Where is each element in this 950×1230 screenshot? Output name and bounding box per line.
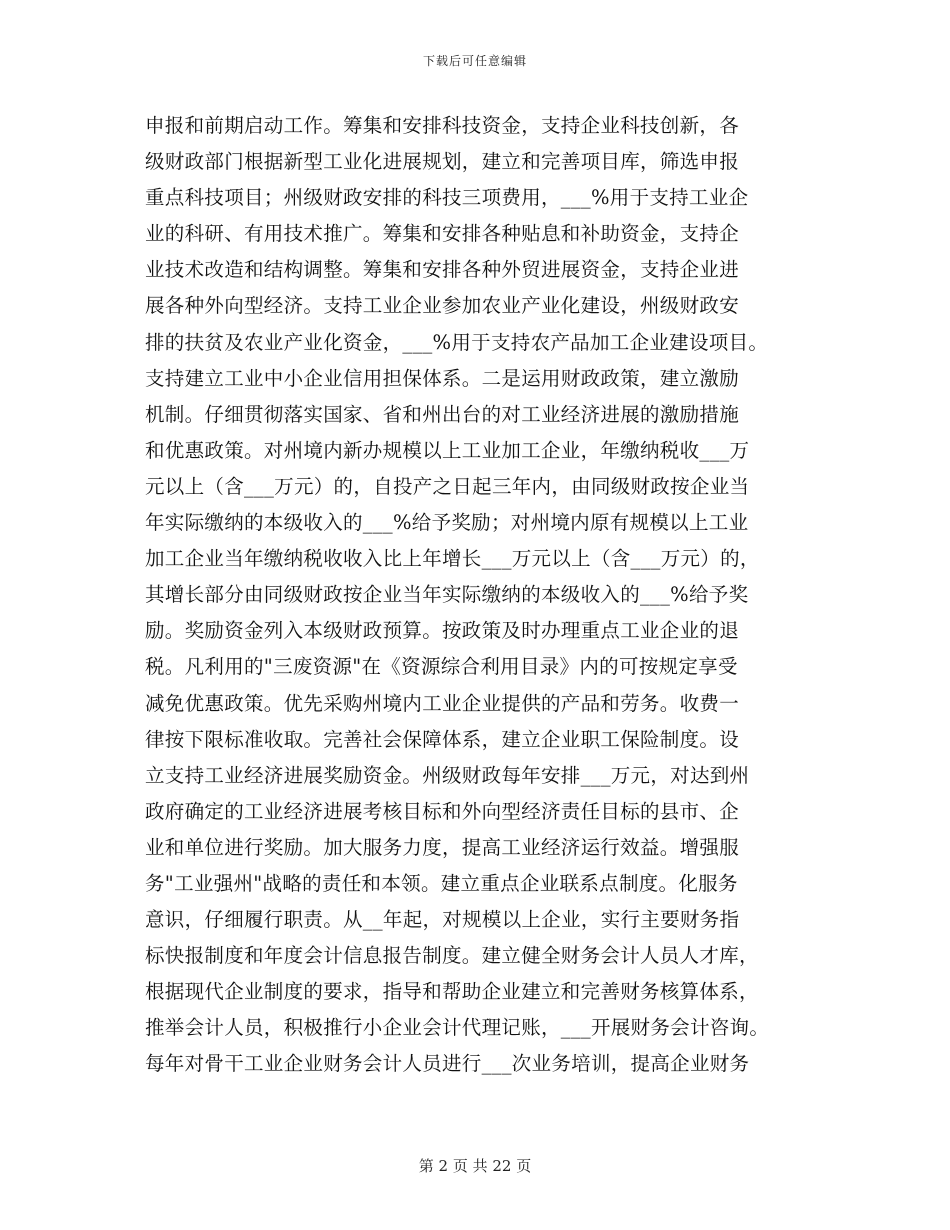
text-line: 元以上（含___万元）的，自投产之日起三年内，由同级财政按企业当 <box>145 474 750 498</box>
text-line: 其增长部分由同级财政按企业当年实际缴纳的本级收入的___%给予奖 <box>145 583 749 607</box>
text-line: 政府确定的工业经济进展考核目标和外向型经济责任目标的县市、企 <box>145 799 740 823</box>
text-line: 每年对骨干工业企业财务会计人员进行___次业务培训，提高企业财务 <box>145 1052 750 1076</box>
text-line: 推举会计人员，积极推行小企业会计代理记账，___开展财务会计咨询。 <box>145 1016 770 1040</box>
text-line: 展各种外向型经济。支持工业企业参加农业产业化建设，州级财政安 <box>145 294 740 318</box>
text-line: 立支持工业经济进展奖励资金。州级财政每年安排___万元，对达到州 <box>145 763 750 787</box>
text-line: 年实际缴纳的本级收入的___%给予奖励；对州境内原有规模以上工业 <box>145 511 749 535</box>
page-header: 下载后可任意编辑 <box>422 54 527 68</box>
text-line: 重点科技项目；州级财政安排的科技三项费用，___%用于支持工业企 <box>145 186 749 210</box>
text-line: 申报和前期启动工作。筹集和安排科技资金，支持企业科技创新，各 <box>145 114 740 137</box>
text-line: 业的科研、有用技术推广。筹集和安排各种贴息和补助资金，支持企 <box>145 222 740 246</box>
text-line: 务"工业强州"战略的责任和本领。建立重点企业联系点制度。化服务 <box>145 871 738 895</box>
document-body <box>145 108 825 1083</box>
text-line: 根据现代企业制度的要求，指导和帮助企业建立和完善财务核算体系， <box>145 980 759 1004</box>
text-line: 机制。仔细贯彻落实国家、省和州出台的对工业经济进展的激励措施 <box>145 402 740 426</box>
page-footer: 第 2 页 共 22 页 <box>418 1157 532 1175</box>
text-line: 减免优惠政策。优先采购州境内工业企业提供的产品和劳务。收费一 <box>145 691 740 715</box>
text-line: 标快报制度和年度会计信息报告制度。建立健全财务会计人员人才库， <box>145 944 759 968</box>
text-line: 和优惠政策。对州境内新办规模以上工业加工企业，年缴纳税收___万 <box>145 438 750 462</box>
text-line: 支持建立工业中小企业信用担保体系。二是运用财政政策，建立激励 <box>145 366 740 390</box>
text-line: 税。凡利用的"三废资源"在《资源综合利用目录》内的可按规定享受 <box>145 655 738 679</box>
text-line: 意识，仔细履行职责。从__年起，对规模以上企业，实行主要财务指 <box>145 908 740 932</box>
text-line: 加工企业当年缴纳税收收入比上年增长___万元以上（含___万元）的， <box>145 547 760 571</box>
text-line: 律按下限标准收取。完善社会保障体系，建立企业职工保险制度。设 <box>145 727 740 751</box>
text-line: 级财政部门根据新型工业化进展规划，建立和完善项目库，筛选申报 <box>145 150 740 174</box>
text-line: 励。奖励资金列入本级财政预算。按政策及时办理重点工业企业的退 <box>145 619 740 643</box>
text-line: 业和单位进行奖励。加大服务力度，提高工业经济运行效益。增强服 <box>145 835 740 859</box>
text-line: 业技术改造和结构调整。筹集和安排各种外贸进展资金，支持企业进 <box>145 258 740 282</box>
text-line: 排的扶贫及农业产业化资金，___%用于支持农产品加工企业建设项目。 <box>145 330 769 354</box>
